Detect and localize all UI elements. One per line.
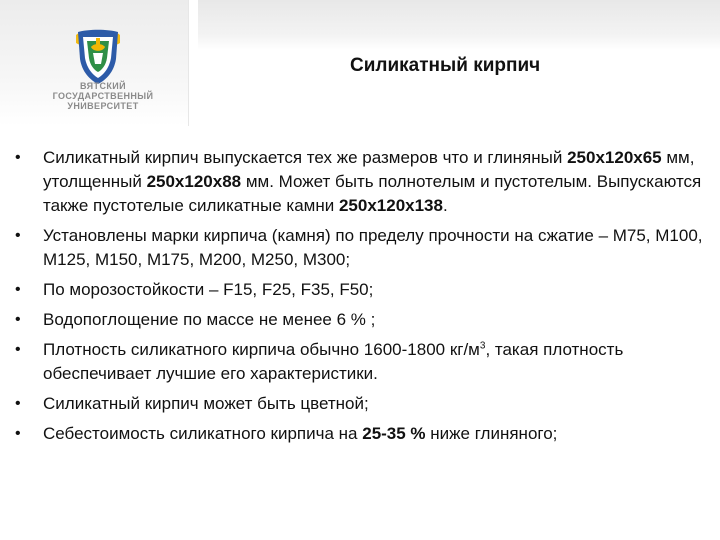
text-segment: Водопоглощение по массе не менее 6 % ; (43, 310, 376, 329)
list-item (10, 308, 714, 332)
bullet-dot-icon: • (15, 281, 21, 298)
university-name (38, 81, 168, 111)
bullet-list (10, 146, 714, 446)
university-name-line: ВЯТСКИЙ (80, 81, 126, 91)
list-item (10, 278, 714, 302)
bullet-dot-icon: • (15, 425, 21, 442)
bullet-dot-icon: • (15, 395, 21, 412)
text-segment: . (442, 196, 448, 215)
text-segment: Силикатный кирпич может быть цветной; (43, 394, 369, 413)
text-segment: Себестоимость силикатного кирпича на (43, 424, 363, 443)
list-item (10, 392, 714, 416)
text-segment: 250x120x88 (146, 172, 242, 191)
list-item (10, 224, 714, 272)
text-segment: Плотность силикатного кирпича обычно 1600-1800 кг/м (43, 340, 480, 359)
university-logo-icon (70, 25, 126, 87)
bullet-dot-icon: • (15, 149, 21, 166)
bullet-dot-icon: • (15, 227, 21, 244)
bullet-list-container (10, 146, 714, 452)
list-item (10, 422, 714, 446)
bullet-dot-icon: • (15, 311, 21, 328)
text-segment: 25-35 % (362, 424, 426, 443)
list-item (10, 338, 714, 386)
text-segment: ниже глиняного; (425, 424, 558, 443)
header-panel-right (198, 0, 720, 50)
text-segment: 250x120x138 (338, 196, 443, 215)
university-name-line: ГОСУДАРСТВЕННЫЙ (52, 91, 154, 101)
text-segment: мм. Может быть полнотелым и пустотелым. Выпускаются также пустотелые силикатные камни (43, 172, 702, 215)
university-name-line: УНИВЕРСИТЕТ (67, 101, 139, 111)
page-title: Силикатный кирпич (350, 55, 541, 76)
text-segment: По морозостойкости – F15, F25, F35, F50; (43, 280, 374, 299)
bullet-dot-icon: • (15, 341, 21, 358)
superscript: 3 (479, 340, 486, 352)
text-segment: мм, утолщенный (43, 148, 695, 191)
text-segment: 250x120x65 (567, 148, 662, 167)
text-segment: Силикатный кирпич выпускается тех же размеров что и глиняный (43, 148, 568, 167)
text-segment: , такая плотность обеспечивает лучшие его характеристики. (43, 340, 624, 383)
text-segment: Установлены марки кирпича (камня) по пределу прочности на сжатие – М75, М100, М125, М150, М175, М200, М250, М300; (43, 226, 703, 269)
list-item (10, 146, 714, 218)
